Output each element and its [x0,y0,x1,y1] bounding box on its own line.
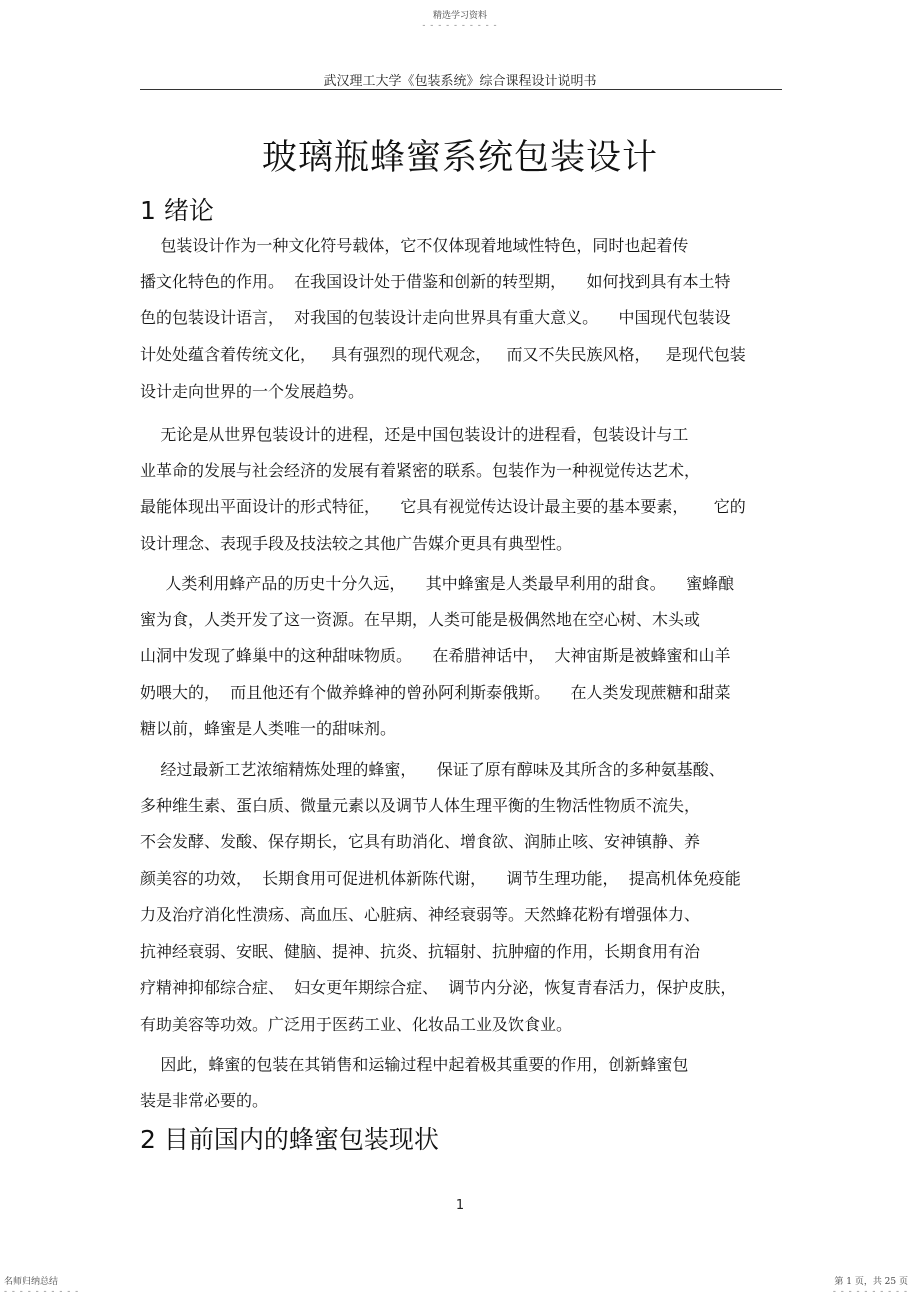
body-line: 装是非常必要的。 [140,1091,269,1110]
body-line: 因此，蜂蜜的包装在其销售和运输过程中起着极其重要的作用，创新蜂蜜包 [140,1055,689,1074]
body-line: 经过最新工艺浓缩精炼处理的蜂蜜， 保证了原有醇味及其所含的多种氨基酸、 [140,760,725,779]
watermark-top-tag: 精选学习资料 [432,11,487,21]
watermark-footer-left: 名师归纳总结 [4,1277,59,1287]
body-line: 色的包装设计语言， 对我国的包装设计走向世界具有重大意义。 中国现代包装设 [140,308,731,327]
section-heading-2: 2 目前国内的蜂蜜包装现状 [140,1125,439,1154]
watermark-footer-right: 第 1 页，共 25 页 [834,1277,908,1287]
body-line: 蜜为食，人类开发了这一资源。在早期，人类可能是极偶然地在空心树、木头或 [140,610,701,629]
body-line: 力及治疗消化性溃疡、高血压、心脏病、神经衰弱等。天然蜂花粉有增强体力、 [140,905,701,924]
body-line: 最能体现出平面设计的形式特征， 它具有视觉传达设计最主要的基本要素， 它的 [140,497,746,516]
body-line: 多种维生素、蛋白质、微量元素以及调节人体生理平衡的生物活性物质不流失， [140,796,701,815]
watermark-footer-left-dashes: - - - - - - - - - - [4,1287,80,1297]
header-rule [140,89,782,90]
section-heading-1: 1 绪论 [140,196,214,225]
watermark-footer-right-dashes: - - - - - - - - - - [832,1287,908,1297]
watermark-top-dashes: - - - - - - - - - - [422,21,498,31]
document-title: 玻璃瓶蜂蜜系统包装设计 [261,138,658,178]
body-line: 无论是从世界包装设计的进程，还是中国包装设计的进程看，包装设计与工 [140,425,689,444]
body-line: 设计走向世界的一个发展趋势。 [140,382,365,401]
body-line: 不会发酵、发酸、保存期长，它具有助消化、增食欲、润肺止咳、安神镇静、养 [140,832,701,851]
body-line: 计处处蕴含着传统文化， 具有强烈的现代观念， 而又不失民族风格， 是现代包装 [140,345,746,364]
page-number: 1 [455,1198,465,1213]
body-line: 抗神经衰弱、安眠、健脑、提神、抗炎、抗辐射、抗肿瘤的作用，长期食用有治 [140,942,701,961]
body-line: 播文化特色的作用。 在我国设计处于借鉴和创新的转型期， 如何找到具有本土特 [140,272,731,291]
body-line: 人类利用蜂产品的历史十分久远， 其中蜂蜜是人类最早利用的甜食。 蜜蜂酿 [140,574,735,593]
body-line: 设计理念、表现手段及技法较之其他广告媒介更具有典型性。 [140,534,573,553]
body-line: 疗精神抑郁综合症、 妇女更年期综合症、 调节内分泌，恢复青春活力，保护皮肤， [140,978,737,997]
running-header: 武汉理工大学《包装系统》综合课程设计说明书 [323,74,597,89]
body-line: 糖以前，蜂蜜是人类唯一的甜味剂。 [140,719,397,738]
body-line: 业革命的发展与社会经济的发展有着紧密的联系。包装作为一种视觉传达艺术， [140,461,701,480]
body-line: 有助美容等功效。广泛用于医药工业、化妆品工业及饮食业。 [140,1015,573,1034]
body-line: 包装设计作为一种文化符号载体，它不仅体现着地域性特色，同时也起着传 [140,236,689,255]
body-line: 奶喂大的， 而且他还有个做养蜂神的曾孙阿利斯泰俄斯。 在人类发现蔗糖和甜菜 [140,683,731,702]
body-line: 山洞中发现了蜂巢中的这种甜味物质。 在希腊神话中， 大神宙斯是被蜂蜜和山羊 [140,646,731,665]
body-line: 颜美容的功效， 长期食用可促进机体新陈代谢， 调节生理功能， 提高机体免疫能 [140,869,741,888]
